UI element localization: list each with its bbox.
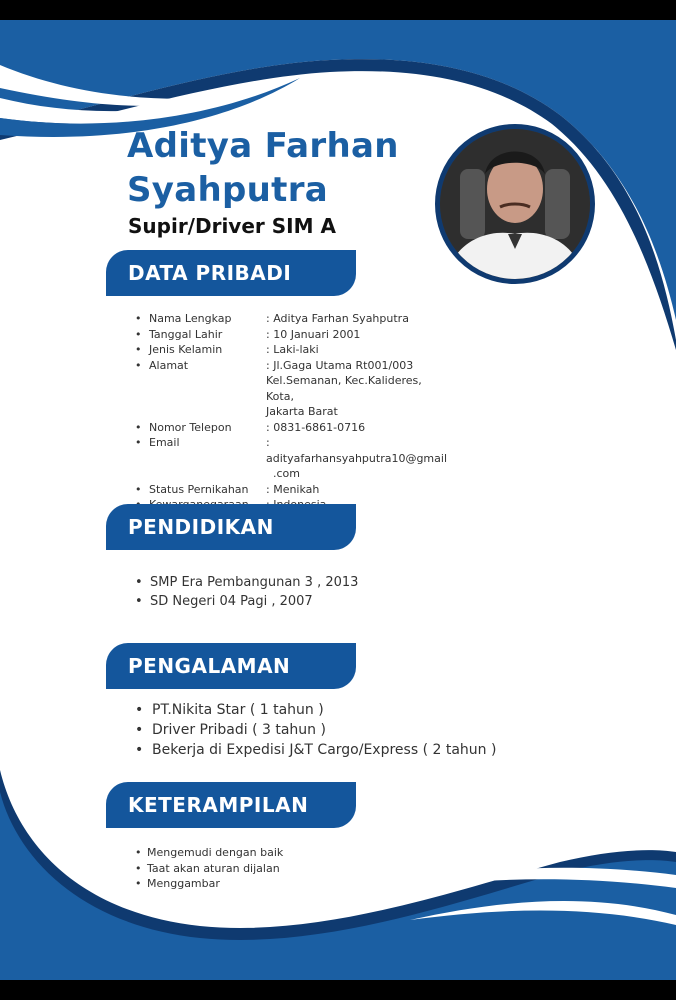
field-label: Tanggal Lahir: [149, 327, 223, 341]
name-line-2: Syahputra: [127, 170, 329, 210]
field-value: : 10 Januari 2001: [266, 327, 361, 341]
section-header-data-pribadi: DATA PRIBADI: [106, 250, 356, 296]
skills-list: [135, 845, 283, 892]
list-item: [135, 327, 451, 343]
name-line-1: Aditya Farhan: [127, 126, 399, 166]
full-name: [127, 124, 399, 212]
experience-list: [135, 700, 496, 760]
person-photo-icon: [440, 129, 590, 279]
list-item-cont: [135, 404, 451, 420]
list-item: [135, 358, 451, 374]
job-title: Supir/Driver SIM A: [128, 214, 336, 238]
skill-item: Menggambar: [147, 877, 220, 890]
list-item: [135, 876, 283, 892]
field-value: : Jl.Gaga Utama Rt001/003: [266, 358, 414, 372]
bullet: •: [135, 877, 142, 890]
personal-data-list: [135, 311, 451, 513]
field-value: Kel.Semanan, Kec.Kalideres, Kota,: [266, 374, 422, 403]
bullet: •: [135, 482, 142, 496]
field-value: .com: [266, 467, 300, 480]
list-item: [135, 861, 283, 877]
bullet: •: [135, 312, 142, 325]
bullet: •: [135, 861, 142, 875]
section-header-pengalaman: PENGALAMAN: [106, 643, 356, 689]
field-value: : 0831-6861-0716: [266, 420, 366, 434]
list-item: [135, 592, 358, 611]
education-item: SMP Era Pembangunan 3 , 2013: [150, 575, 359, 590]
list-item-cont: [135, 466, 451, 482]
section-header-pendidikan: PENDIDIKAN: [106, 504, 356, 550]
field-value: : Laki-laki: [266, 343, 319, 356]
field-label: Status Pernikahan: [149, 482, 249, 496]
list-item: [135, 342, 451, 358]
bullet: •: [135, 594, 143, 609]
list-item: [135, 845, 283, 861]
list-item: [135, 740, 496, 760]
field-value: : adityafarhansyahputra10@gmail: [266, 436, 448, 465]
list-item: [135, 420, 451, 436]
list-item: [135, 720, 496, 740]
field-value: Jakarta Barat: [266, 405, 338, 418]
list-item: [135, 311, 451, 327]
bullet: •: [135, 420, 142, 434]
list-item-cont: [135, 373, 451, 404]
bullet: •: [135, 742, 144, 758]
field-label: Nomor Telepon: [149, 420, 232, 434]
list-item: [135, 573, 358, 592]
profile-photo: [435, 124, 595, 284]
field-label: Jenis Kelamin: [149, 343, 223, 356]
skill-item: Taat akan aturan dijalan: [147, 861, 280, 875]
list-item: [135, 482, 451, 498]
field-value: : Menikah: [266, 482, 320, 496]
list-item: [135, 700, 496, 720]
bullet: •: [135, 702, 144, 718]
bullet: •: [135, 343, 142, 356]
skill-item: Mengemudi dengan baik: [147, 846, 284, 859]
section-header-keterampilan: KETERAMPILAN: [106, 782, 356, 828]
bullet: •: [135, 575, 143, 590]
experience-item: Driver Pribadi ( 3 tahun ): [152, 722, 326, 738]
field-label: Alamat: [149, 358, 189, 372]
bullet: •: [135, 436, 142, 449]
cv-page: [0, 20, 676, 980]
field-label: Nama Lengkap: [149, 312, 232, 325]
experience-item: Bekerja di Expedisi J&T Cargo/Express ( 2 tahun ): [152, 742, 497, 758]
education-list: [135, 573, 358, 611]
list-item: [135, 435, 451, 466]
field-value: : Aditya Farhan Syahputra: [266, 312, 409, 325]
bullet: •: [135, 358, 142, 372]
education-item: SD Negeri 04 Pagi , 2007: [150, 594, 313, 609]
bullet: •: [135, 722, 144, 738]
field-label: Email: [149, 436, 180, 449]
experience-item: PT.Nikita Star ( 1 tahun ): [152, 702, 324, 718]
bullet: •: [135, 846, 142, 859]
bullet: •: [135, 327, 142, 341]
